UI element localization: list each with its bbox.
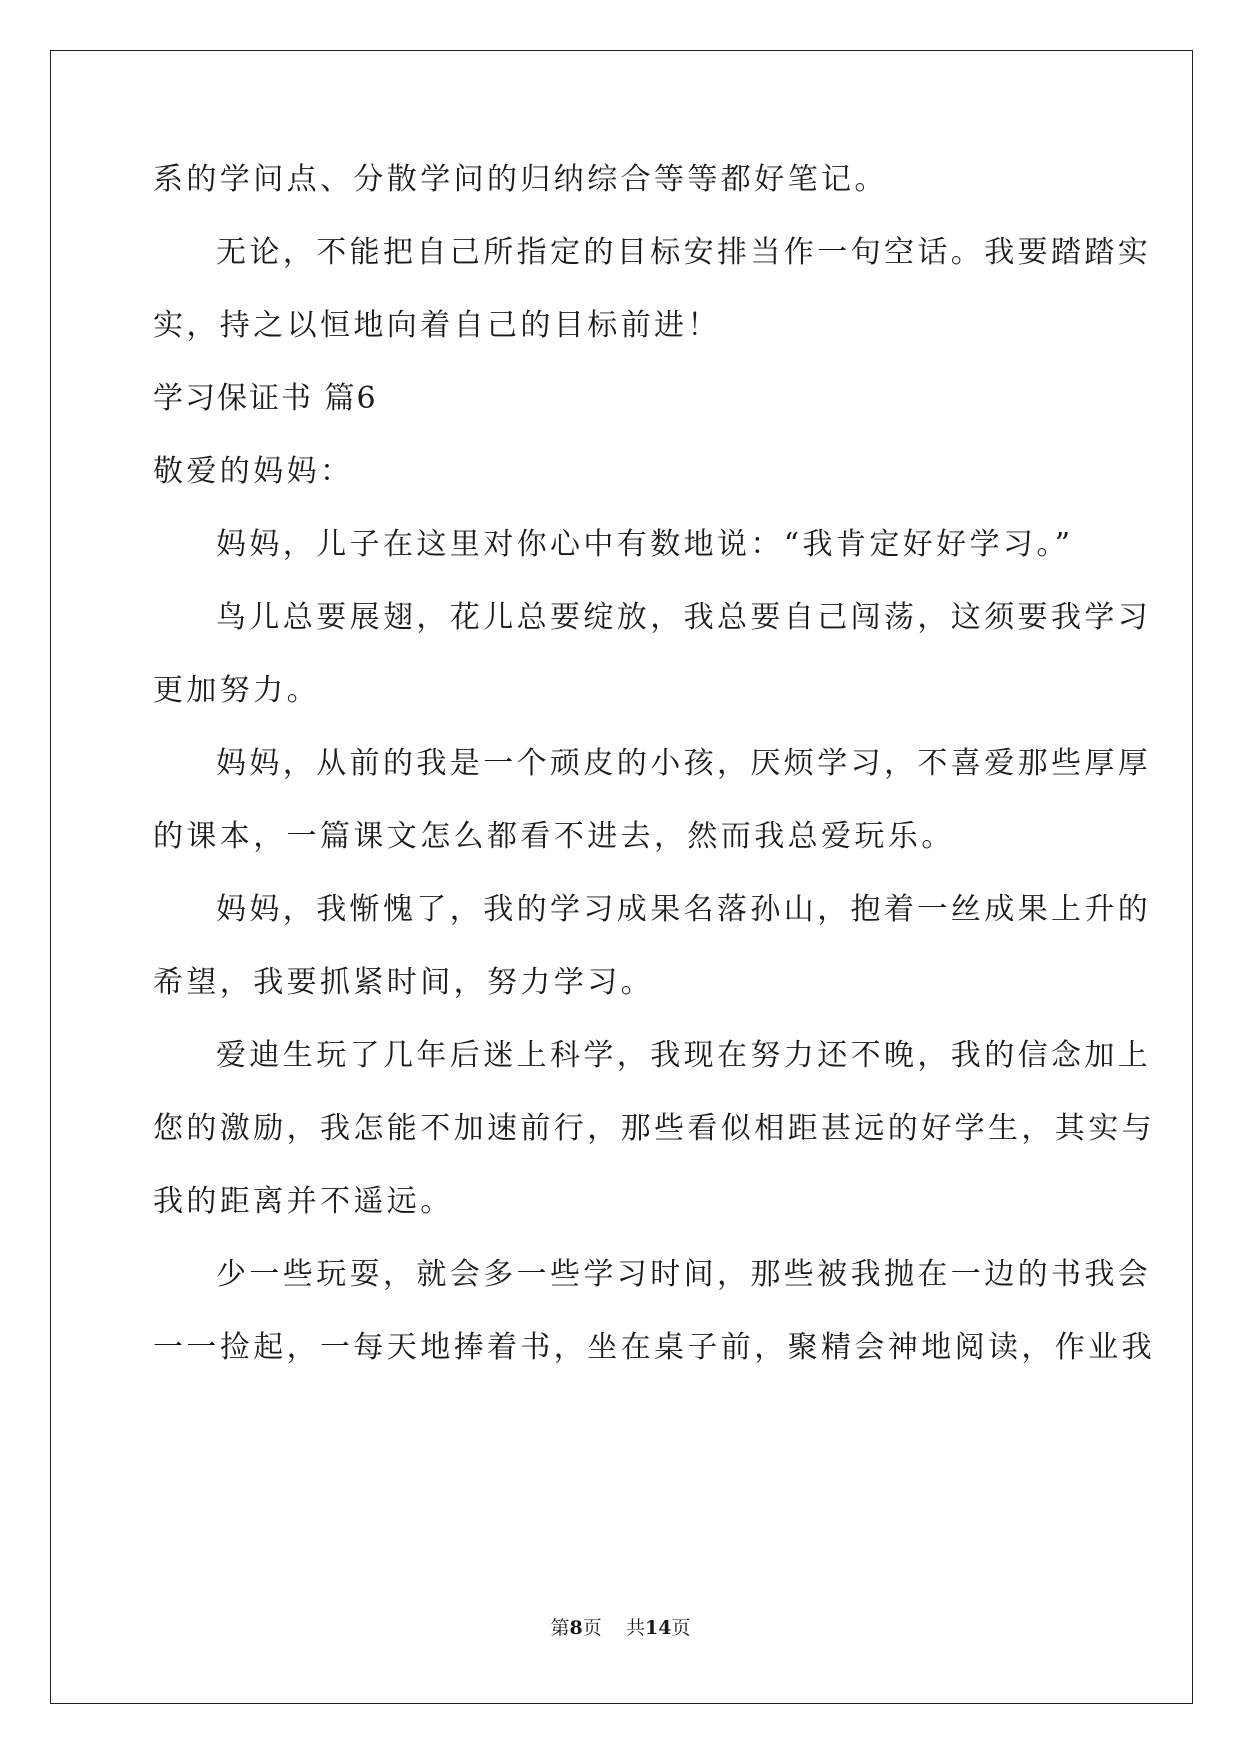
- page-border: [50, 50, 1193, 1704]
- text-line: 我的距离并不遥远。: [153, 1184, 454, 1219]
- total-pages: 14: [644, 1617, 672, 1639]
- paragraph-line: 妈妈，从前的我是一个顽皮的小孩，厌烦学习，不喜爱那些厚厚: [216, 746, 1152, 781]
- text-line: 系的学问点、分散学问的归纳综合等等都好笔记。: [153, 162, 888, 197]
- total-suffix: 页: [671, 1617, 691, 1639]
- paragraph-line: 少一些玩耍，就会多一些学习时间，那些被我抛在一边的书我会: [216, 1257, 1152, 1292]
- text-line: 希望，我要抓紧时间，努力学习。: [153, 965, 654, 1000]
- page-suffix: 页: [582, 1617, 602, 1639]
- text-line: 一一捡起，一每天地捧着书，坐在桌子前，聚精会神地阅读，作业我: [153, 1330, 1155, 1365]
- section-heading: 学习保证书 篇6: [153, 381, 378, 416]
- paragraph-line: 妈妈，我惭愧了，我的学习成果名落孙山，抱着一丝成果上升的: [216, 892, 1152, 927]
- page-footer: [0, 1616, 1241, 1640]
- paragraph-line: 无论，不能把自己所指定的目标安排当作一句空话。我要踏踏实: [216, 235, 1152, 270]
- text-line: 实，持之以恒地向着自己的目标前进！: [153, 308, 721, 343]
- text-line: 您的激励，我怎能不加速前行，那些看似相距甚远的好学生，其实与: [153, 1111, 1155, 1146]
- page-number: 8: [569, 1617, 583, 1639]
- salutation: 敬爱的妈妈：: [153, 454, 354, 489]
- text-line: 的课本，一篇课文怎么都看不进去，然而我总爱玩乐。: [153, 819, 955, 854]
- page-prefix: 第: [550, 1617, 570, 1639]
- paragraph-line: 鸟儿总要展翅，花儿总要绽放，我总要自己闯荡，这须要我学习: [216, 600, 1152, 635]
- paragraph-line: 爱迪生玩了几年后迷上科学，我现在努力还不晚，我的信念加上: [216, 1038, 1152, 1073]
- total-prefix: 共: [625, 1617, 645, 1639]
- text-line: 更加努力。: [153, 673, 320, 708]
- paragraph-line: 妈妈，儿子在这里对你心中有数地说：“我肯定好好学习。”: [216, 527, 1074, 562]
